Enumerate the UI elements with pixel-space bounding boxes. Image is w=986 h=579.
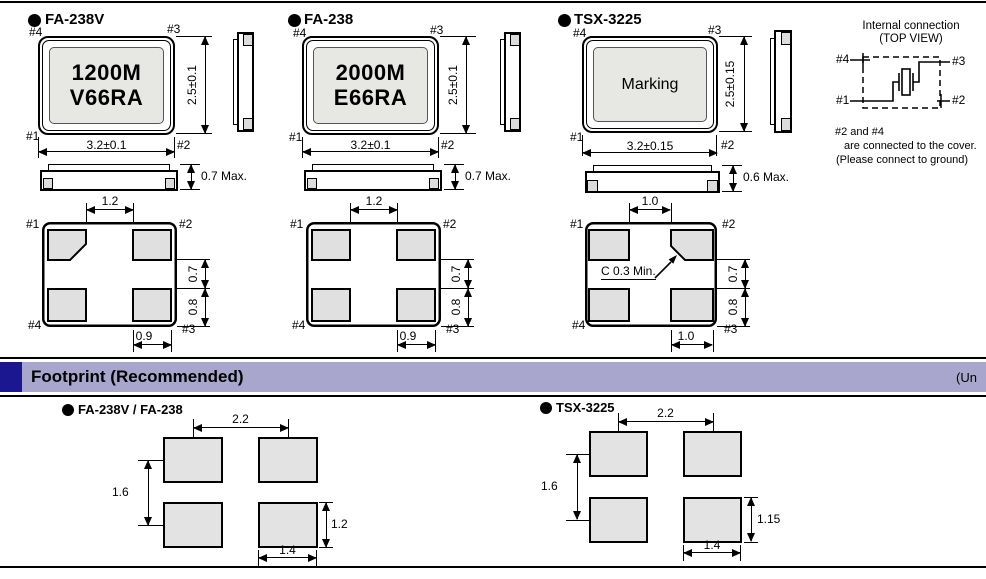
- bullet-icon: [62, 404, 74, 416]
- cover-note-line1: #2 and #4: [835, 126, 884, 138]
- dim-pad-height: 1.2: [331, 517, 348, 531]
- dim-pad-bottom: 1.0: [677, 329, 695, 343]
- profile-foot: [429, 178, 439, 189]
- bullet-icon: [558, 14, 571, 27]
- dim-pad-right-lower: 0.8: [186, 298, 200, 316]
- dimension-arrow: [134, 344, 171, 345]
- profile-view-fa238v: [40, 164, 178, 191]
- footprint-pad: [163, 502, 223, 548]
- dim-body-height: 2.5±0.15: [723, 60, 737, 108]
- dimension-arrow: [194, 427, 288, 428]
- dimension-arrow: [148, 461, 149, 525]
- dimension-arrow: [466, 37, 467, 133]
- package-title-fa238: FA-238: [304, 11, 354, 28]
- top-view-fa238v: [38, 36, 175, 135]
- profile-view-fa238: [304, 164, 442, 191]
- dimension-arrow: [672, 344, 712, 345]
- dimension-arrow: [744, 37, 745, 131]
- profile-foot: [165, 178, 175, 189]
- dim-pitch-y: 1.6: [112, 485, 129, 499]
- cover-note-line3: (Please connect to ground): [836, 154, 969, 166]
- dim-body-width: 3.2±0.1: [350, 138, 391, 152]
- internal-connection-title: Internal connection: [862, 20, 960, 32]
- pin-label-1: #1: [289, 130, 303, 144]
- pin-label-4: #4: [292, 318, 306, 332]
- dim-body-height: 2.5±0.1: [446, 65, 460, 105]
- pin-label-2: #2: [721, 138, 735, 152]
- dim-body-width: 3.2±0.1: [86, 138, 127, 152]
- side-view-pad: [781, 118, 791, 131]
- profile-view-tsx3225: [585, 165, 720, 193]
- footprint-pad: [163, 437, 223, 483]
- pin-label-1: #1: [290, 217, 304, 231]
- dim-pad-bottom: 0.9: [399, 329, 417, 343]
- pin-label-3: #3: [952, 54, 966, 68]
- dimension-arrow: [745, 289, 746, 326]
- marking-line1: Marking: [621, 75, 679, 93]
- dimension-arrow: [583, 152, 717, 153]
- dim-body-height: 2.5±0.1: [185, 65, 199, 105]
- pin-label-4: #4: [28, 318, 42, 332]
- package-title-fa238v: FA-238V: [45, 11, 105, 28]
- marking-area-fa238v: [49, 47, 164, 124]
- dimension-arrow: [398, 344, 435, 345]
- pin-label-2: #2: [179, 217, 193, 231]
- pin-label-3: #3: [708, 23, 722, 37]
- footprint-pad: [258, 437, 318, 483]
- side-view-fa238v: [233, 32, 254, 132]
- profile-foot: [43, 178, 53, 189]
- pin-label-2: #2: [441, 138, 455, 152]
- dimension-arrow: [751, 498, 752, 541]
- footprint-pad: [258, 502, 318, 548]
- dimension-arrow: [351, 209, 397, 210]
- dim-pad-right-upper: 0.7: [726, 265, 740, 283]
- side-view-pad: [781, 32, 791, 45]
- dimension-arrow: [205, 289, 206, 326]
- dim-thickness: 0.6 Max.: [743, 170, 790, 184]
- pin-label-4: #4: [836, 52, 850, 66]
- profile-foot: [707, 180, 718, 192]
- footprint-pad: [683, 497, 742, 543]
- dimension-arrow: [326, 503, 327, 547]
- dimension-arrow: [191, 165, 192, 189]
- dimension-arrow: [745, 260, 746, 288]
- pre-header-rule: [0, 357, 986, 359]
- side-view-pad: [510, 118, 520, 130]
- dim-thickness: 0.7 Max.: [201, 169, 248, 183]
- footprint-title-fa: FA-238V / FA-238: [78, 402, 183, 417]
- side-view-pad: [243, 118, 253, 130]
- marking-line1: 2000M: [335, 59, 406, 85]
- dim-pitch-x: 2.2: [232, 412, 249, 426]
- dim-pad-height: 1.15: [757, 512, 781, 526]
- unit-note: (Un: [956, 370, 977, 385]
- bullet-icon: [540, 402, 552, 414]
- profile-body: [304, 170, 442, 191]
- dim-pad-top: 1.2: [101, 194, 119, 208]
- pin-label-4: #4: [293, 26, 307, 40]
- extension-line: [440, 133, 476, 134]
- pin-label-1: #1: [836, 93, 850, 107]
- pin-label-1: #1: [26, 217, 40, 231]
- side-view-pad: [510, 34, 520, 46]
- dim-pad-right-upper: 0.7: [186, 265, 200, 283]
- bottom-view-fa238: [306, 222, 441, 327]
- pin-label-1: #1: [570, 130, 584, 144]
- header-accent-square: [0, 362, 22, 392]
- pin-label-2: #2: [952, 93, 966, 107]
- side-view-body: [237, 32, 254, 132]
- dim-pitch-y: 1.6: [541, 479, 558, 493]
- pin-label-2: #2: [722, 217, 736, 231]
- dimension-arrow: [87, 209, 133, 210]
- pin-label-3: #3: [430, 23, 444, 37]
- footprint-header-bar: [0, 362, 986, 392]
- internal-connection-subtitle: (TOP VIEW): [879, 33, 943, 45]
- top-view-fa238: [302, 36, 439, 135]
- pin-label-2: #2: [443, 217, 457, 231]
- dimension-arrow: [205, 260, 206, 288]
- package-title-tsx3225: TSX-3225: [574, 11, 642, 28]
- pin-label-3: #3: [724, 322, 738, 336]
- marking-area-fa238: [313, 47, 428, 124]
- dimension-arrow: [619, 421, 713, 422]
- dim-pad-width: 1.4: [279, 543, 296, 557]
- pin-label-1: #1: [26, 129, 40, 143]
- pin-label-4: #4: [29, 25, 43, 39]
- extension-line: [440, 36, 476, 37]
- dim-thickness: 0.7 Max.: [465, 169, 512, 183]
- marking-line1: 1200M: [71, 59, 142, 85]
- pin-label-4: #4: [572, 318, 586, 332]
- top-rule: [0, 1, 986, 3]
- footprint-pad: [589, 431, 648, 477]
- side-view-fa238: [500, 32, 521, 132]
- dim-pad-right-upper: 0.7: [449, 265, 463, 283]
- profile-body: [585, 171, 720, 193]
- dim-pad-bottom: 0.9: [135, 329, 153, 343]
- dim-pad-right-lower: 0.8: [449, 298, 463, 316]
- dimension-arrow: [577, 455, 578, 519]
- profile-foot: [307, 178, 317, 189]
- bottom-view-fa238v: [42, 222, 177, 327]
- footprint-title-tsx: TSX-3225: [556, 400, 615, 415]
- dimension-arrow: [39, 151, 174, 152]
- pin-label-1: #1: [570, 217, 584, 231]
- side-view-pad: [243, 34, 253, 46]
- post-header-rule: [0, 395, 986, 397]
- bottom-rule: [0, 566, 986, 568]
- chamfer-note: C 0.3 Min.: [601, 264, 656, 278]
- cover-note-line2: are connected to the cover.: [844, 140, 977, 152]
- profile-body: [40, 170, 178, 191]
- extension-line: [671, 203, 672, 222]
- extension-line: [744, 542, 758, 543]
- dimension-arrow: [630, 209, 670, 210]
- dim-pad-top: 1.2: [365, 194, 383, 208]
- dimension-arrow: [303, 151, 438, 152]
- dimension-arrow: [259, 557, 316, 558]
- top-view-tsx3225: [582, 36, 718, 133]
- dim-pitch-x: 2.2: [657, 406, 674, 420]
- pin-label-2: #2: [177, 138, 191, 152]
- extension-line: [713, 330, 714, 352]
- footprint-section-title: Footprint (Recommended): [31, 367, 244, 386]
- side-view-tsx3225: [770, 30, 792, 133]
- pin-label-3: #3: [446, 322, 460, 336]
- profile-foot: [587, 180, 598, 192]
- dimension-arrow: [468, 289, 469, 326]
- pin-label-3: #3: [167, 22, 181, 36]
- dim-pad-width: 1.4: [703, 538, 721, 552]
- dimension-arrow: [205, 37, 206, 133]
- footprint-pad: [683, 431, 742, 477]
- extension-line: [566, 520, 590, 521]
- side-view-body: [504, 32, 521, 132]
- footprint-pad: [589, 497, 648, 543]
- marking-line2: E66RA: [333, 84, 408, 110]
- dimension-arrow: [684, 552, 740, 553]
- dimension-arrow: [733, 166, 734, 191]
- dimension-arrow: [455, 165, 456, 189]
- dim-pad-top: 1.0: [641, 194, 659, 208]
- dim-body-width: 3.2±0.15: [626, 139, 674, 153]
- pin-label-3: #3: [182, 322, 196, 336]
- dimension-arrow: [468, 260, 469, 288]
- pin-label-4: #4: [573, 26, 587, 40]
- marking-area-tsx3225: [593, 47, 707, 122]
- dim-pad-right-lower: 0.8: [726, 298, 740, 316]
- marking-line2: V66RA: [69, 84, 144, 110]
